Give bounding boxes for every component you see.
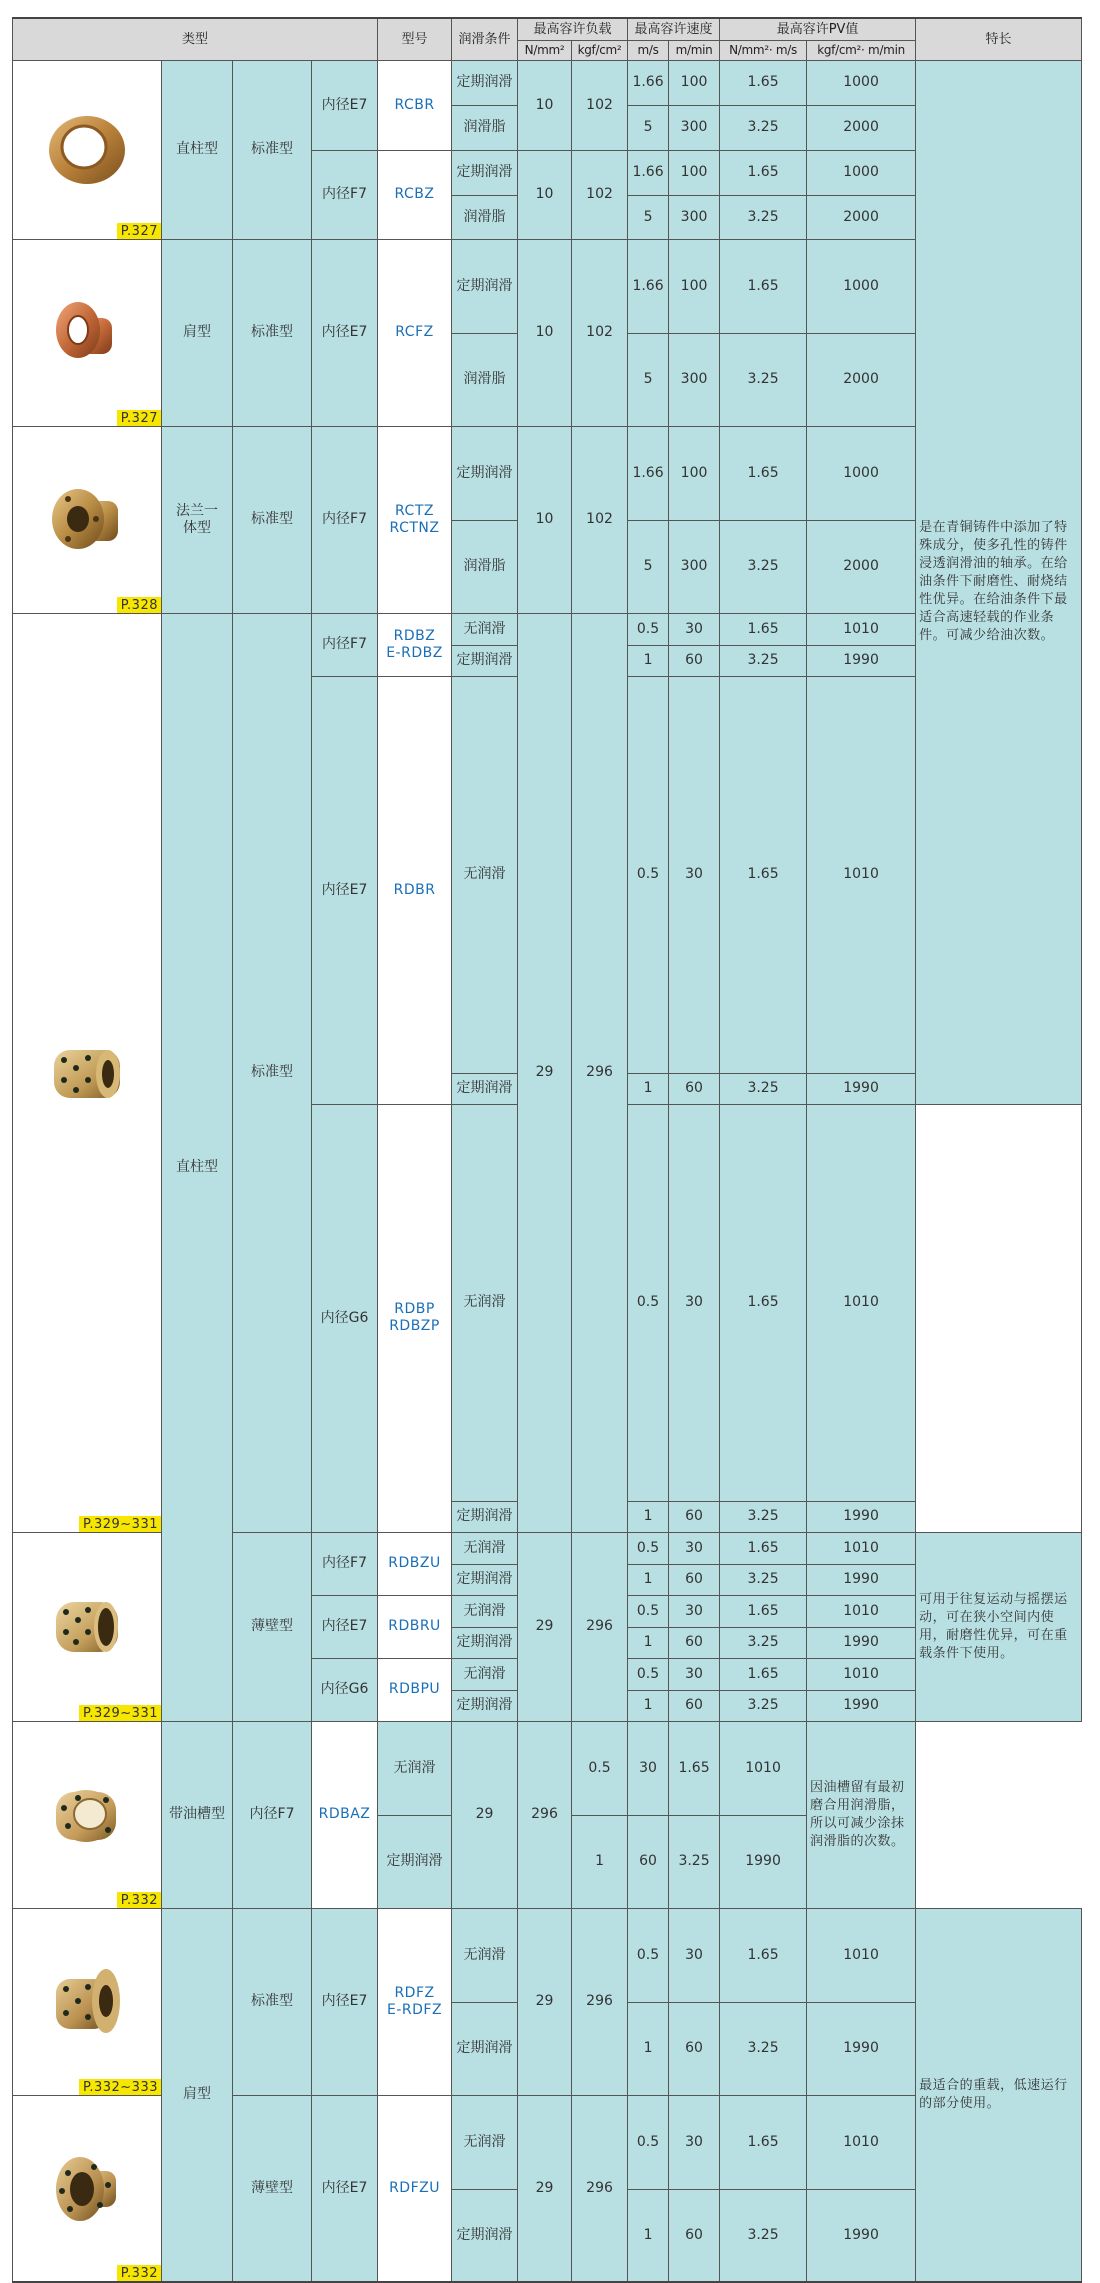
load-n-value: 10 bbox=[518, 239, 572, 426]
pv-n-value: 3.25 bbox=[720, 333, 807, 426]
pv-n-value: 1.65 bbox=[720, 1104, 807, 1501]
lubrication-condition: 定期润滑 bbox=[452, 2189, 518, 2282]
shoulder-graphite-bushing-image bbox=[42, 1957, 132, 2047]
pv-kgf-value: 1000 bbox=[807, 239, 916, 333]
load-kgf-value: 296 bbox=[572, 2095, 628, 2282]
speed-mmin-value: 60 bbox=[628, 1815, 669, 1908]
speed-mmin-value: 300 bbox=[669, 195, 720, 239]
bore-tolerance: 内径F7 bbox=[233, 1721, 312, 1908]
pv-kgf-value: 1990 bbox=[807, 1690, 916, 1721]
bore-tolerance: 内径E7 bbox=[312, 2095, 378, 2282]
bore-tolerance: 内径F7 bbox=[312, 150, 378, 239]
lubrication-condition: 无润滑 bbox=[452, 676, 518, 1073]
grade-label: 标准型 bbox=[233, 60, 312, 239]
grade-label: 标准型 bbox=[233, 239, 312, 426]
lubrication-condition: 无润滑 bbox=[452, 2095, 518, 2189]
pv-kgf-value: 1000 bbox=[807, 150, 916, 195]
product-image-cell bbox=[13, 2095, 162, 2282]
model-number: RDBR bbox=[378, 676, 452, 1104]
load-n-value: 29 bbox=[518, 1908, 572, 2095]
table-header bbox=[13, 18, 1082, 60]
pv-n-value: 3.25 bbox=[720, 520, 807, 613]
pv-n-value: 3.25 bbox=[720, 105, 807, 150]
pv-n-value: 1.65 bbox=[720, 60, 807, 105]
grade-label: 标准型 bbox=[233, 613, 312, 1532]
speed-mmin-value: 100 bbox=[669, 239, 720, 333]
model-number: RCTNZ bbox=[389, 519, 440, 536]
speed-ms-value: 0.5 bbox=[628, 676, 669, 1073]
speed-ms-value: 1 bbox=[628, 1501, 669, 1532]
speed-mmin-value: 30 bbox=[628, 1721, 669, 1815]
speed-mmin-value: 60 bbox=[669, 2189, 720, 2282]
speed-mmin-value: 60 bbox=[669, 1501, 720, 1532]
model-number: RCBZ bbox=[378, 150, 452, 239]
model-number: E-RDBZ bbox=[386, 644, 443, 661]
thin-wall-graphite-bushing-image bbox=[42, 1582, 132, 1672]
speed-mmin-value: 300 bbox=[669, 520, 720, 613]
speed-mmin-value: 30 bbox=[669, 1595, 720, 1627]
speed-mmin-value: 60 bbox=[669, 1627, 720, 1658]
lubrication-condition: 定期润滑 bbox=[452, 150, 518, 195]
model-number: RDBZP bbox=[389, 1318, 440, 1334]
lubrication-condition: 无润滑 bbox=[452, 613, 518, 645]
pv-n-value: 3.25 bbox=[720, 1690, 807, 1721]
pv-n-value: 1.65 bbox=[720, 1595, 807, 1627]
speed-mmin-value: 30 bbox=[669, 1908, 720, 2002]
flange-bronze-bushing-image bbox=[42, 475, 132, 565]
speed-ms-value: 0.5 bbox=[628, 1658, 669, 1690]
speed-mmin-value: 100 bbox=[669, 60, 720, 105]
page-ref-label: P.332~333 bbox=[79, 2079, 161, 2095]
load-kgf-value: 102 bbox=[572, 150, 628, 239]
lubrication-condition: 定期润滑 bbox=[452, 60, 518, 105]
header-features: 特长 bbox=[916, 18, 1082, 60]
page-ref-label: P.328 bbox=[117, 597, 161, 613]
pv-kgf-value: 1990 bbox=[807, 2189, 916, 2282]
speed-ms-value: 0.5 bbox=[628, 1104, 669, 1501]
feature-description: 最适合的重载，低速运行的部分使用。 bbox=[916, 1908, 1082, 2282]
speed-ms-value: 1.66 bbox=[628, 239, 669, 333]
pv-kgf-value: 1990 bbox=[720, 1815, 807, 1908]
pv-n-value: 1.65 bbox=[720, 1908, 807, 2002]
load-kgf-value: 296 bbox=[572, 613, 628, 1532]
page-ref-label: P.327 bbox=[117, 410, 161, 426]
speed-mmin-value: 30 bbox=[669, 613, 720, 645]
lubrication-condition: 无润滑 bbox=[452, 1595, 518, 1627]
lubrication-condition: 定期润滑 bbox=[452, 239, 518, 333]
product-image-cell bbox=[13, 613, 162, 1532]
speed-mmin-value: 60 bbox=[669, 2002, 720, 2095]
speed-ms-value: 5 bbox=[628, 333, 669, 426]
load-n-value: 10 bbox=[518, 426, 572, 613]
pv-kgf-value: 1990 bbox=[807, 2002, 916, 2095]
lubrication-condition: 无润滑 bbox=[452, 1104, 518, 1501]
grade-label: 带油槽型 bbox=[162, 1721, 233, 1908]
model-number: RDBZ bbox=[393, 627, 436, 644]
model-number: RCFZ bbox=[378, 239, 452, 426]
speed-ms-value: 1 bbox=[628, 2189, 669, 2282]
load-n-value: 10 bbox=[518, 150, 572, 239]
lubrication-condition: 定期润滑 bbox=[452, 1690, 518, 1721]
lubrication-condition: 无润滑 bbox=[452, 1658, 518, 1690]
pv-n-value: 3.25 bbox=[720, 1073, 807, 1104]
load-n-value: 29 bbox=[518, 613, 572, 1532]
load-n-value: 29 bbox=[518, 1532, 572, 1721]
pv-n-value: 3.25 bbox=[720, 1627, 807, 1658]
lubrication-condition: 定期润滑 bbox=[452, 1501, 518, 1532]
pv-n-value: 1.65 bbox=[720, 613, 807, 645]
product-image-cell bbox=[13, 426, 162, 613]
load-kgf-value: 296 bbox=[572, 1532, 628, 1721]
pv-kgf-value: 1000 bbox=[807, 60, 916, 105]
pv-kgf-value: 1010 bbox=[807, 676, 916, 1073]
lubrication-condition: 定期润滑 bbox=[452, 1627, 518, 1658]
speed-ms-value: 1.66 bbox=[628, 426, 669, 520]
load-kgf-value: 102 bbox=[572, 60, 628, 150]
shape-label: 肩型 bbox=[162, 1908, 233, 2282]
lubrication-condition: 定期润滑 bbox=[378, 1815, 452, 1908]
grade-label: 薄壁型 bbox=[233, 2095, 312, 2282]
pv-kgf-value: 1010 bbox=[807, 1908, 916, 2002]
pv-kgf-value: 2000 bbox=[807, 333, 916, 426]
load-kgf-value: 102 bbox=[572, 426, 628, 613]
header-lubrication: 润滑条件 bbox=[452, 18, 518, 60]
pv-n-value: 3.25 bbox=[720, 1564, 807, 1595]
speed-ms-value: 1 bbox=[628, 1627, 669, 1658]
table-row bbox=[13, 1721, 1082, 1815]
feature-description: 可用于往复运动与摇摆运动，可在狭小空间内使用，耐磨性优异，可在重载条件下使用。 bbox=[916, 1532, 1082, 1721]
header-max-load: 最高容许负载 bbox=[518, 18, 628, 40]
load-kgf-value: 296 bbox=[572, 1908, 628, 2095]
speed-mmin-value: 30 bbox=[669, 676, 720, 1073]
shoulder-copper-bushing-image bbox=[42, 288, 132, 378]
speed-ms-value: 0.5 bbox=[628, 1908, 669, 2002]
speed-ms-value: 1.66 bbox=[628, 60, 669, 105]
pv-kgf-value: 1010 bbox=[807, 1658, 916, 1690]
pv-n-value: 1.65 bbox=[720, 426, 807, 520]
speed-ms-value: 1.66 bbox=[628, 150, 669, 195]
header-max-speed: 最高容许速度 bbox=[628, 18, 720, 40]
lubrication-condition: 润滑脂 bbox=[452, 105, 518, 150]
page-ref-label: P.327 bbox=[117, 223, 161, 239]
bearing-spec-sheet bbox=[12, 17, 1081, 2281]
page-ref-label: P.332 bbox=[117, 1892, 161, 1908]
lubrication-condition: 润滑脂 bbox=[452, 333, 518, 426]
load-n-value: 10 bbox=[518, 60, 572, 150]
speed-ms-value: 0.5 bbox=[628, 613, 669, 645]
header-max-pv: 最高容许PV值 bbox=[720, 18, 916, 40]
shape-label: 肩型 bbox=[162, 239, 233, 426]
speed-mmin-value: 60 bbox=[669, 1690, 720, 1721]
product-image-cell bbox=[13, 1532, 162, 1721]
speed-mmin-value: 300 bbox=[669, 333, 720, 426]
header-model: 型号 bbox=[378, 18, 452, 60]
model-number: RCTZ bbox=[395, 502, 434, 519]
lubrication-condition: 无润滑 bbox=[452, 1532, 518, 1564]
straight-bronze-bushing-image bbox=[42, 105, 132, 195]
lubrication-condition: 定期润滑 bbox=[452, 645, 518, 676]
speed-ms-value: 0.5 bbox=[572, 1721, 628, 1815]
spec-table bbox=[12, 17, 1082, 2283]
bore-tolerance: 内径F7 bbox=[312, 613, 378, 676]
feature-description: 是在青铜铸件中添加了特殊成分，使多孔性的铸件浸透润滑油的轴承。在给油条件下耐磨性、耐烧结性优异。在给油条件下最适合高速轻载的作业条件。可减少给油次数。 bbox=[916, 60, 1082, 1104]
speed-ms-value: 1 bbox=[628, 1690, 669, 1721]
lubrication-condition: 定期润滑 bbox=[452, 1564, 518, 1595]
pv-kgf-value: 2000 bbox=[807, 520, 916, 613]
graphite-plugged-bushing-image bbox=[42, 1028, 132, 1118]
bore-tolerance: 内径F7 bbox=[312, 1532, 378, 1595]
shape-label: 法兰一体型 bbox=[162, 426, 233, 613]
speed-ms-value: 0.5 bbox=[628, 1532, 669, 1564]
pv-n-value: 3.25 bbox=[669, 1815, 720, 1908]
bore-tolerance: 内径E7 bbox=[312, 60, 378, 150]
pv-kgf-value: 1990 bbox=[807, 1627, 916, 1658]
pv-n-value: 3.25 bbox=[720, 2189, 807, 2282]
product-image-cell bbox=[13, 239, 162, 426]
pv-kgf-value: 1990 bbox=[807, 1501, 916, 1532]
load-kgf-value: 102 bbox=[572, 239, 628, 426]
bore-tolerance: 内径G6 bbox=[312, 1104, 378, 1532]
pv-kgf-value: 1000 bbox=[807, 426, 916, 520]
table-row bbox=[13, 60, 1082, 105]
pv-n-value: 3.25 bbox=[720, 2002, 807, 2095]
speed-ms-value: 0.5 bbox=[628, 1595, 669, 1627]
lubrication-condition: 定期润滑 bbox=[452, 2002, 518, 2095]
grade-label: 标准型 bbox=[233, 426, 312, 613]
product-image-cell bbox=[13, 60, 162, 239]
model-number: RDFZ bbox=[394, 1984, 435, 2001]
pv-n-value: 1.65 bbox=[720, 676, 807, 1073]
pv-n-value: 1.65 bbox=[720, 2095, 807, 2189]
grade-label: 标准型 bbox=[233, 1908, 312, 2095]
feature-description: 因油槽留有最初磨合用润滑脂，所以可减少涂抹润滑脂的次数。 bbox=[807, 1721, 916, 1908]
pv-kgf-value: 1010 bbox=[807, 1104, 916, 1501]
pv-kgf-value: 1010 bbox=[807, 1595, 916, 1627]
bore-tolerance: 内径E7 bbox=[312, 239, 378, 426]
page-ref-label: P.329~331 bbox=[79, 1705, 161, 1721]
pv-kgf-value: 1010 bbox=[807, 1532, 916, 1564]
unit-pv-kgf: kgf/cm²· m/min bbox=[807, 40, 916, 60]
load-n-value: 29 bbox=[452, 1721, 518, 1908]
pv-n-value: 3.25 bbox=[720, 645, 807, 676]
bore-tolerance: 内径F7 bbox=[312, 426, 378, 613]
model-number: RDBRU bbox=[378, 1595, 452, 1658]
speed-mmin-value: 300 bbox=[669, 105, 720, 150]
pv-kgf-value: 1990 bbox=[807, 645, 916, 676]
model-number-cell bbox=[378, 426, 452, 613]
unit-speed-ms: m/s bbox=[628, 40, 669, 60]
pv-n-value: 3.25 bbox=[720, 195, 807, 239]
model-number: RDBZU bbox=[378, 1532, 452, 1595]
pv-kgf-value: 1990 bbox=[807, 1073, 916, 1104]
model-number: RDBAZ bbox=[312, 1721, 378, 1908]
model-number-cell bbox=[378, 1104, 452, 1532]
model-number: RDFZU bbox=[378, 2095, 452, 2282]
bore-tolerance: 内径E7 bbox=[312, 1595, 378, 1658]
unit-load-kgf: kgf/cm² bbox=[572, 40, 628, 60]
unit-speed-mmin: m/min bbox=[669, 40, 720, 60]
oil-groove-bushing-image bbox=[42, 1770, 132, 1860]
speed-mmin-value: 30 bbox=[669, 1532, 720, 1564]
speed-ms-value: 1 bbox=[628, 1564, 669, 1595]
unit-pv-n: N/mm²· m/s bbox=[720, 40, 807, 60]
pv-n-value: 1.65 bbox=[720, 1532, 807, 1564]
speed-mmin-value: 60 bbox=[669, 1073, 720, 1104]
speed-mmin-value: 30 bbox=[669, 1104, 720, 1501]
model-number-cell bbox=[378, 1908, 452, 2095]
page-ref-label: P.332 bbox=[117, 2265, 161, 2281]
speed-ms-value: 1 bbox=[628, 2002, 669, 2095]
speed-mmin-value: 30 bbox=[669, 2095, 720, 2189]
product-image-cell bbox=[13, 1721, 162, 1908]
table-row bbox=[13, 1908, 1082, 2002]
lubrication-condition: 定期润滑 bbox=[452, 426, 518, 520]
lubrication-condition: 定期润滑 bbox=[452, 1073, 518, 1104]
pv-n-value: 1.65 bbox=[720, 150, 807, 195]
model-number-cell bbox=[378, 613, 452, 676]
page-ref-label: P.329~331 bbox=[79, 1516, 161, 1532]
model-number: RCBR bbox=[378, 60, 452, 150]
pv-kgf-value: 1010 bbox=[807, 613, 916, 645]
speed-ms-value: 1 bbox=[572, 1815, 628, 1908]
header-type: 类型 bbox=[13, 18, 378, 60]
pv-n-value: 1.65 bbox=[720, 1658, 807, 1690]
product-image-cell bbox=[13, 1908, 162, 2095]
lubrication-condition: 润滑脂 bbox=[452, 520, 518, 613]
speed-mmin-value: 60 bbox=[669, 1564, 720, 1595]
lubrication-condition: 无润滑 bbox=[452, 1908, 518, 2002]
pv-kgf-value: 1010 bbox=[807, 2095, 916, 2189]
pv-n-value: 1.65 bbox=[669, 1721, 720, 1815]
model-number: RDBP bbox=[394, 1301, 435, 1317]
speed-mmin-value: 100 bbox=[669, 426, 720, 520]
shoulder-thin-wall-bushing-image bbox=[42, 2143, 132, 2233]
unit-load-n: N/mm² bbox=[518, 40, 572, 60]
speed-mmin-value: 30 bbox=[669, 1658, 720, 1690]
lubrication-condition: 润滑脂 bbox=[452, 195, 518, 239]
speed-ms-value: 1 bbox=[628, 645, 669, 676]
load-n-value: 29 bbox=[518, 2095, 572, 2282]
shape-label: 直柱型 bbox=[162, 613, 233, 1721]
speed-ms-value: 5 bbox=[628, 195, 669, 239]
speed-ms-value: 1 bbox=[628, 1073, 669, 1104]
shape-label: 直柱型 bbox=[162, 60, 233, 239]
model-number: RDBPU bbox=[378, 1658, 452, 1721]
load-kgf-value: 296 bbox=[518, 1721, 572, 1908]
pv-kgf-value: 1990 bbox=[807, 1564, 916, 1595]
bore-tolerance: 内径E7 bbox=[312, 676, 378, 1104]
speed-ms-value: 5 bbox=[628, 520, 669, 613]
speed-ms-value: 5 bbox=[628, 105, 669, 150]
pv-n-value: 3.25 bbox=[720, 1501, 807, 1532]
model-number: E-RDFZ bbox=[386, 2001, 443, 2018]
speed-mmin-value: 60 bbox=[669, 645, 720, 676]
lubrication-condition: 无润滑 bbox=[378, 1721, 452, 1815]
pv-kgf-value: 1010 bbox=[720, 1721, 807, 1815]
pv-kgf-value: 2000 bbox=[807, 195, 916, 239]
speed-mmin-value: 100 bbox=[669, 150, 720, 195]
pv-kgf-value: 2000 bbox=[807, 105, 916, 150]
pv-n-value: 1.65 bbox=[720, 239, 807, 333]
grade-label: 薄壁型 bbox=[233, 1532, 312, 1721]
bore-tolerance: 内径E7 bbox=[312, 1908, 378, 2095]
bore-tolerance: 内径G6 bbox=[312, 1658, 378, 1721]
speed-ms-value: 0.5 bbox=[628, 2095, 669, 2189]
